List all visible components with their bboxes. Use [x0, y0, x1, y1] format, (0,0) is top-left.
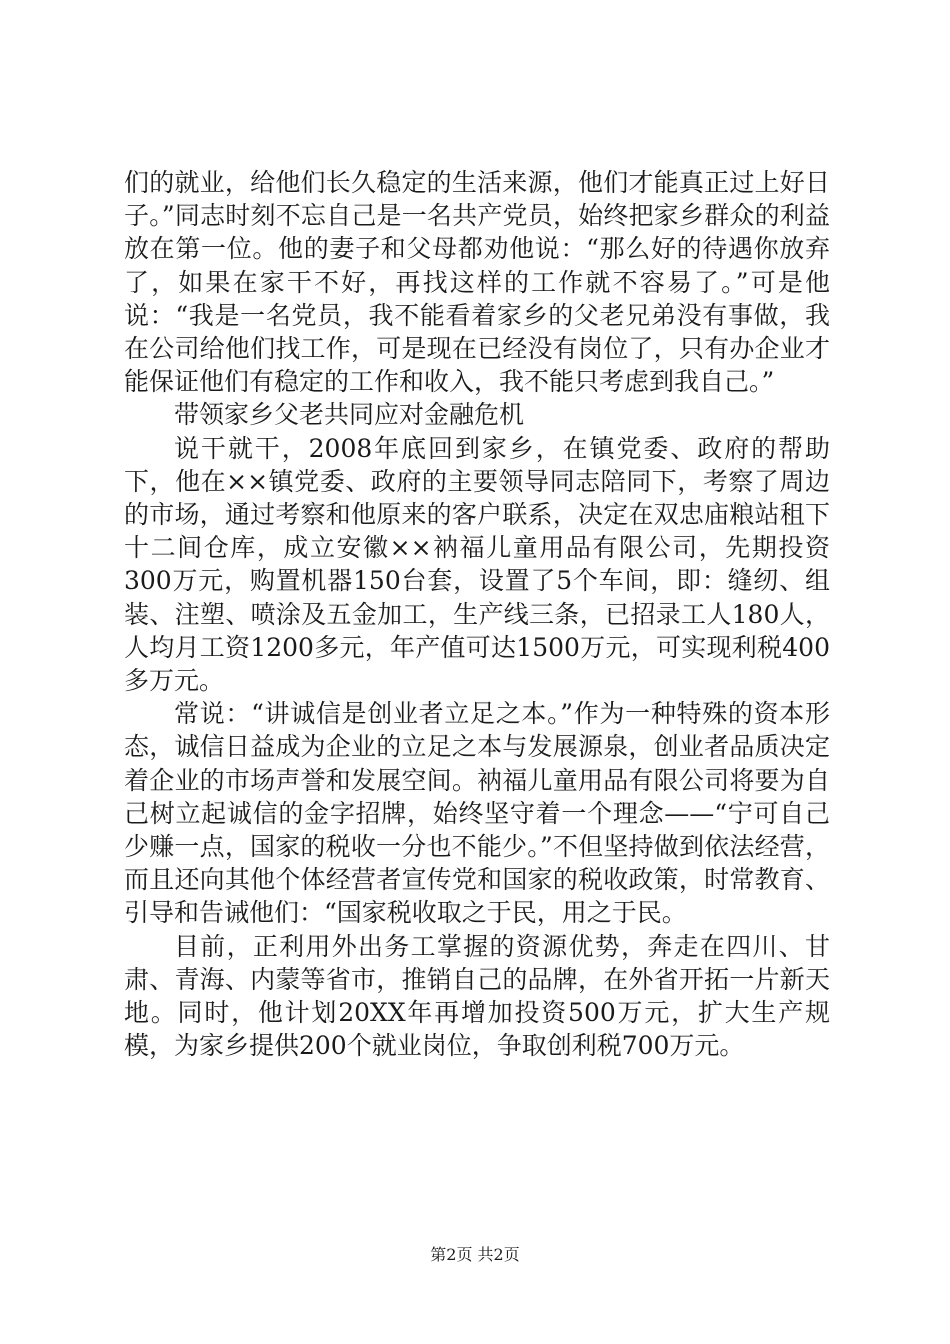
paragraph-integrity: 常说：“讲诚信是创业者立足之本。”作为一种特殊的资本形态，诚信日益成为企业的立足之本与发展源泉，创业者品质决定着企业的市场声誉和发展空间。衲福儿童用品有限公司将要为自己树立起诚信的金字招牌，始终坚守着一个理念——“宁可自己少赚一点，国家的税收一分也不能少。”不但坚持做到依法经营，而且还向其他个体经营者宣传党和国家的税收政策，时常教育、引导和告诫他们：“国家税收取之于民，用之于民。 — [124, 699, 830, 928]
document-body — [124, 166, 830, 1062]
paragraph-continuation: 们的就业，给他们长久稳定的生活来源，他们才能真正过上好日子。”同志时刻不忘自己是一名共产党员，始终把家乡群众的利益放在第一位。他的妻子和父母都劝他说：“那么好的待遇你放弃了，如果在家干不好，再找这样的工作就不容易了。”可是他说：“我是一名党员，我不能看着家乡的父老兄弟没有事做，我在公司给他们找工作，可是现在已经没有岗位了，只有办企业才能保证他们有稳定的工作和收入，我不能只考虑到我自己。” — [124, 168, 830, 397]
page-number-footer: 第2页 共2页 — [430, 1245, 520, 1264]
paragraph-outlook: 目前，正利用外出务工掌握的资源优势，奔走在四川、甘肃、青海、内蒙等省市，推销自己的品牌，在外省开拓一片新天地。同时，他计划20XX年再增加投资500万元，扩大生产规模，为家乡提供200个就业岗位，争取创利税700万元。 — [124, 931, 830, 1061]
paragraph-startup: 说干就干，2008年底回到家乡，在镇党委、政府的帮助下，他在××镇党委、政府的主要领导同志陪同下，考察了周边的市场，通过考察和他原来的客户联系，决定在双忠庙粮站租下十二间仓库，成立安徽××衲福儿童用品有限公司，先期投资300万元，购置机器150台套，设置了5个车间，即：缝纫、组装、注塑、喷涂及五金加工，生产线三条，已招录工人180人，人均月工资1200多元，年产值可达1500万元，可实现利税400多万元。 — [124, 433, 830, 696]
section-heading: 带领家乡父老共同应对金融危机 — [174, 400, 525, 430]
